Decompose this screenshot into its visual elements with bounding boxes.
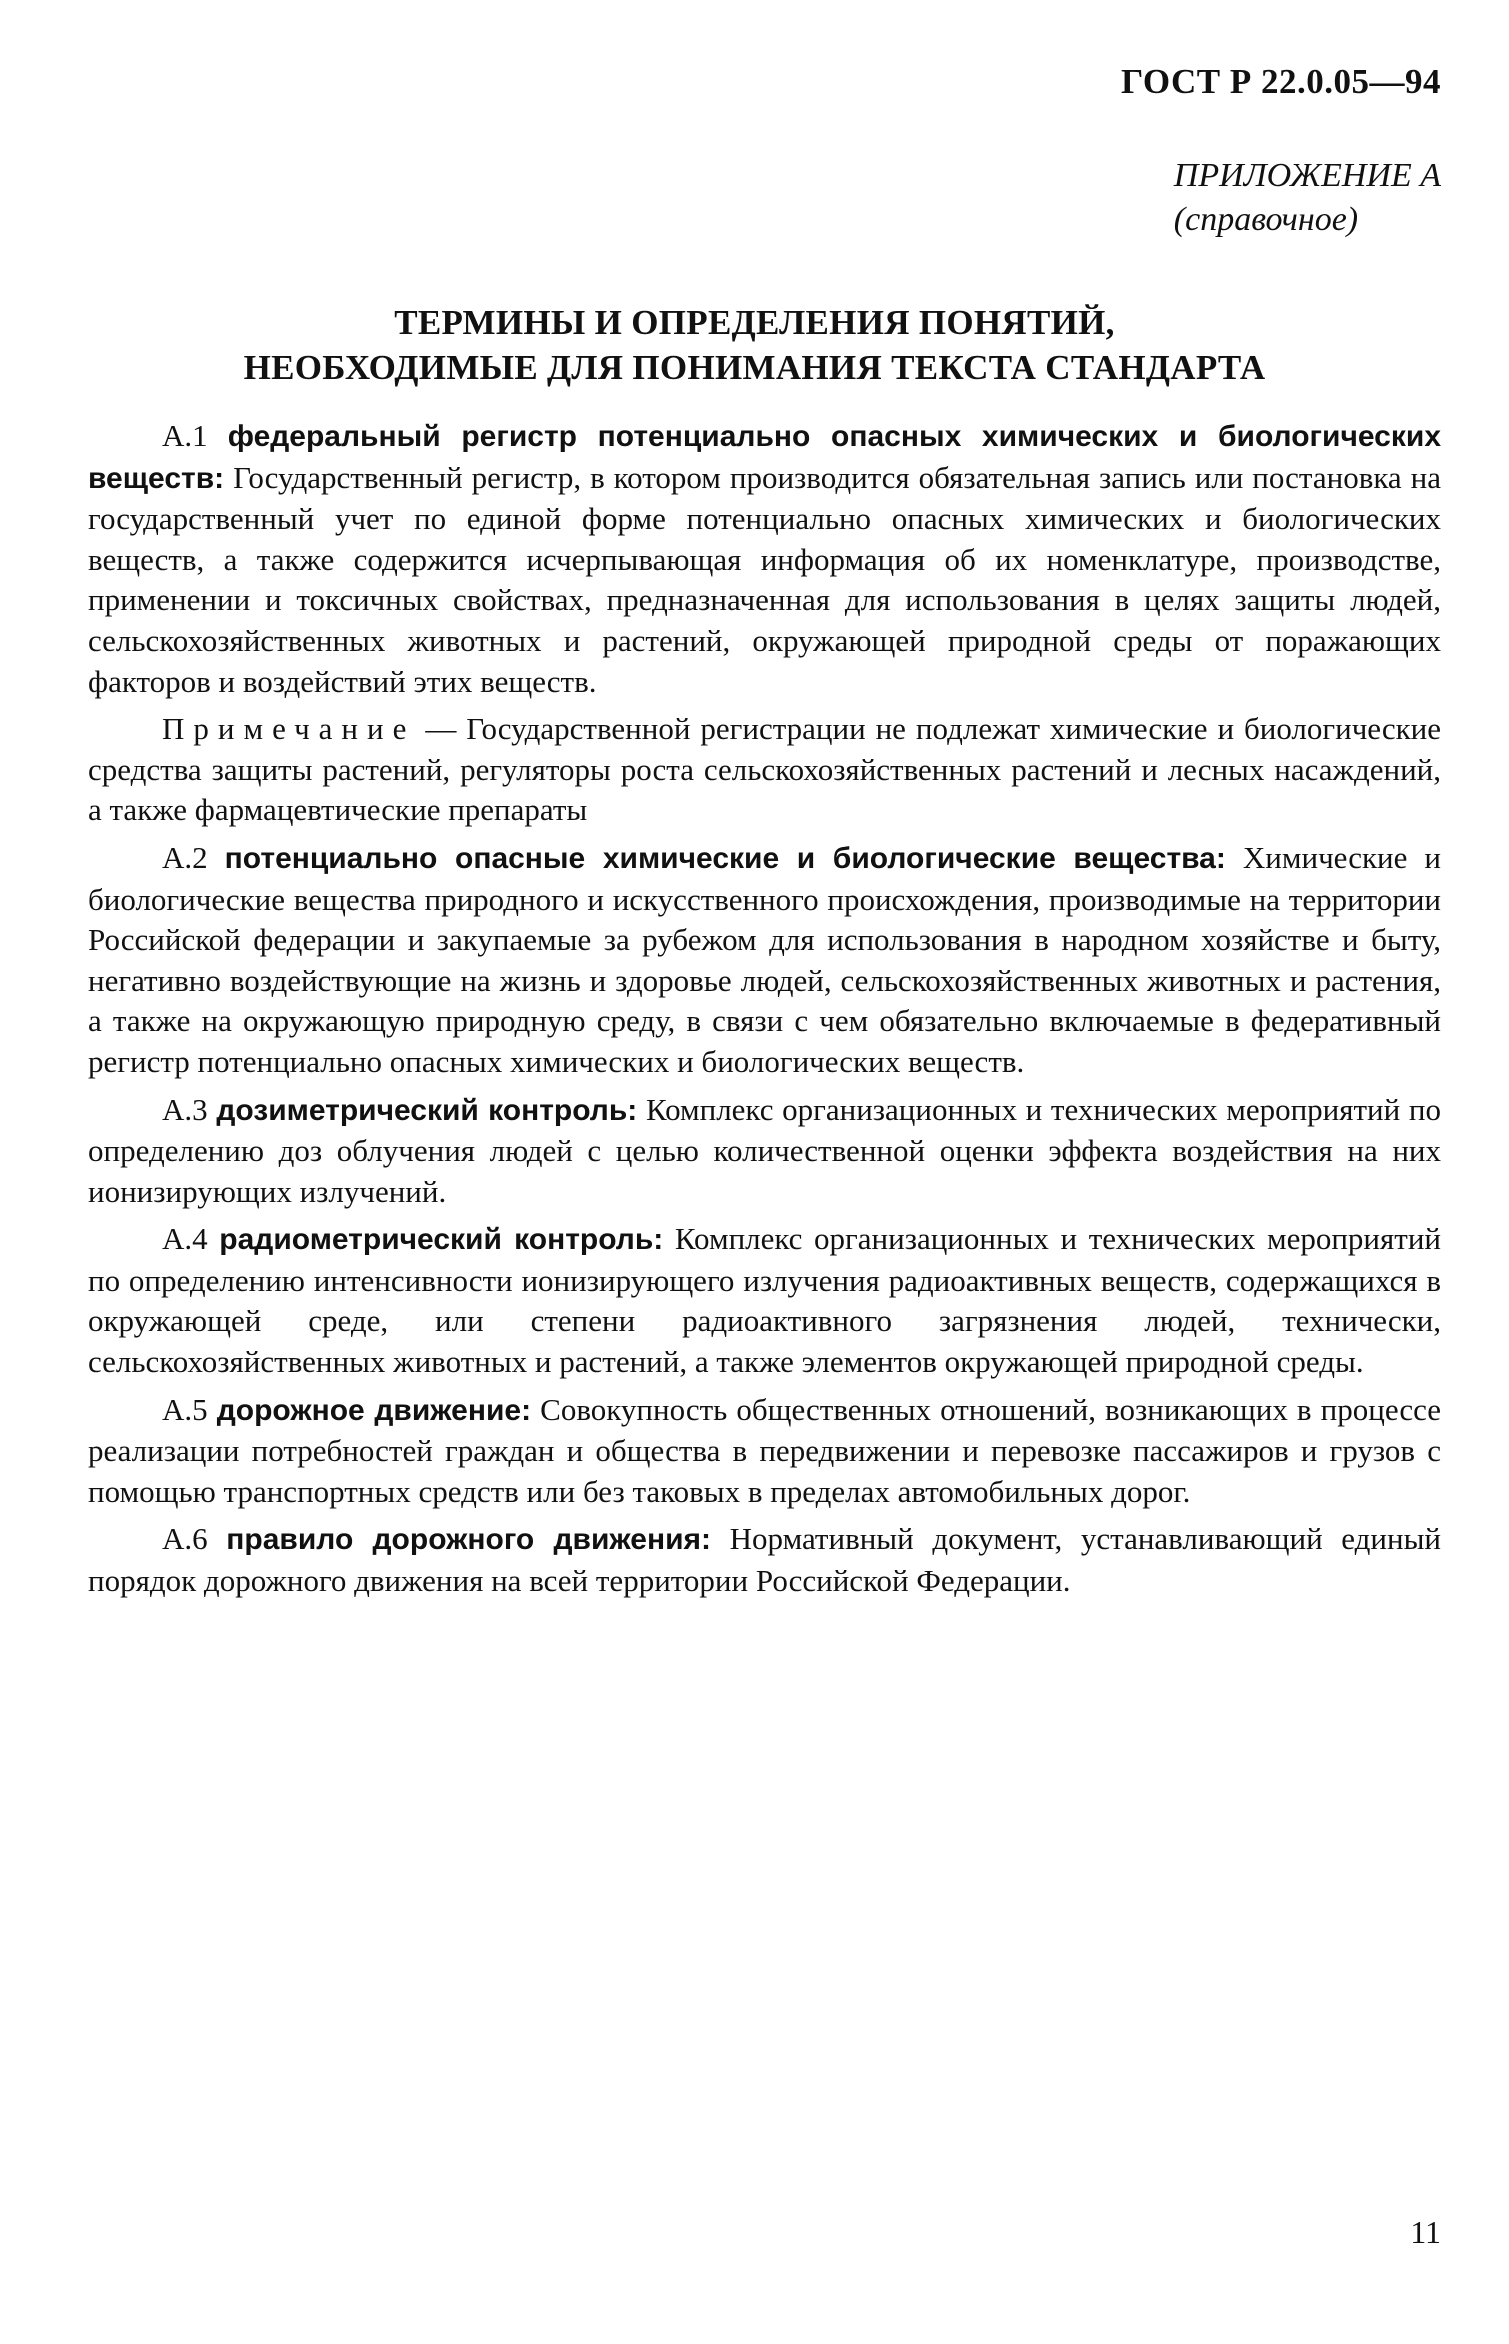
- note-dash: —: [425, 711, 457, 747]
- definition-entry: [88, 1390, 1441, 1513]
- entry-term: дозиметрический контроль:: [216, 1093, 638, 1127]
- entry-number: А.2: [162, 839, 208, 875]
- entry-term: правило дорожного движения:: [226, 1523, 712, 1557]
- entry-number: А.6: [162, 1521, 208, 1557]
- definition-entry: [88, 1090, 1441, 1213]
- entry-term: радиометрический контроль:: [219, 1223, 664, 1257]
- entry-number: А.4: [162, 1221, 208, 1257]
- entry-definition: Нормативный документ, устанавливающий единый порядок дорожного движения на всей территории Российской Федерации.: [88, 1521, 1442, 1599]
- entry-definition: Совокупность общественных отношений, возникающих в процессе реализации потребностей граждан и общества в передвижении и перевозке пассажиров и грузов с помощью транспортных средств или без таковых в пределах автомобильных дорог.: [88, 1391, 1442, 1509]
- heading-line-2: НЕОБХОДИМЫЕ ДЛЯ ПОНИМАНИЯ ТЕКСТА СТАНДАРТА: [243, 348, 1266, 387]
- appendix-kind: (справочное): [1173, 201, 1359, 238]
- definitions-body: [88, 416, 1441, 1609]
- entry-number: А.3: [162, 1091, 208, 1127]
- heading-line-1: ТЕРМИНЫ И ОПРЕДЕЛЕНИЯ ПОНЯТИЙ,: [394, 303, 1115, 342]
- section-heading: [160, 300, 1349, 390]
- entry-term: федеральный регистр потенциально опасных химических и биологических веществ:: [88, 420, 1441, 495]
- entry-definition: Комплекс организационных и технических мероприятий по определению интенсивности ионизирующего излучения радиоактивных веществ, содержащихся в окружающей среде, или степени радиоактивного загрязнения людей, технически, сельскохозяйственных животных и растений, а также элементов окружающей природной среды.: [88, 1221, 1441, 1380]
- document-code: ГОСТ Р 22.0.05—94: [1120, 62, 1441, 101]
- entry-definition: Государственный регистр, в котором производится обязательная запись или постановка на государственный учет по единой форме потенциально опасных химических и биологических веществ, а также содержится исчерпывающая информация об их номенклатуре, производстве, применении и токсичных свойствах, предназначенная для использования в целях защиты людей, сельскохозяйственных животных и растений, окружающей природной среды от поражающих факторов и воздействий этих веществ.: [88, 459, 1442, 699]
- entry-number: А.1: [162, 418, 208, 453]
- definition-entry: [88, 838, 1441, 1083]
- entry-definition: Химические и биологические вещества природного и искусственного происхождения, производимые на территории Российской федерации и закупаемые за рубежом для использования в народном хозяйстве и быту, негативно воздействующие на жизнь и здоровье людей, сельскохозяйственных животных и растения, а также на окружающую природную среду, в связи с чем обязательно включаемые в федеративный регистр потенциально опасных химических и биологических веществ.: [88, 839, 1441, 1079]
- note-paragraph: [88, 709, 1441, 831]
- definition-entry: [88, 1519, 1441, 1601]
- entry-term: потенциально опасные химические и биологические вещества:: [224, 841, 1226, 875]
- appendix-label: ПРИЛОЖЕНИЕ А: [1173, 157, 1441, 194]
- appendix-label-block: [1174, 154, 1441, 242]
- entry-number: А.5: [162, 1391, 208, 1427]
- entry-term: дорожное движение:: [216, 1393, 532, 1427]
- entry-definition: Комплекс организационных и технических мероприятий по определению доз облучения людей с целью количественной оценки эффекта воздействия на них ионизирующих излучений.: [88, 1091, 1441, 1209]
- definition-entry: [88, 416, 1441, 702]
- definition-entry: [88, 1219, 1441, 1382]
- note-text: Государственной регистрации не подлежат химические и биологические средства защиты растений, регуляторы роста сельскохозяйственных растений и лесных насаждений, а также фармацевтические препараты: [88, 711, 1441, 828]
- page-number: 11: [1410, 2214, 1441, 2250]
- note-label: Примечание: [162, 711, 416, 747]
